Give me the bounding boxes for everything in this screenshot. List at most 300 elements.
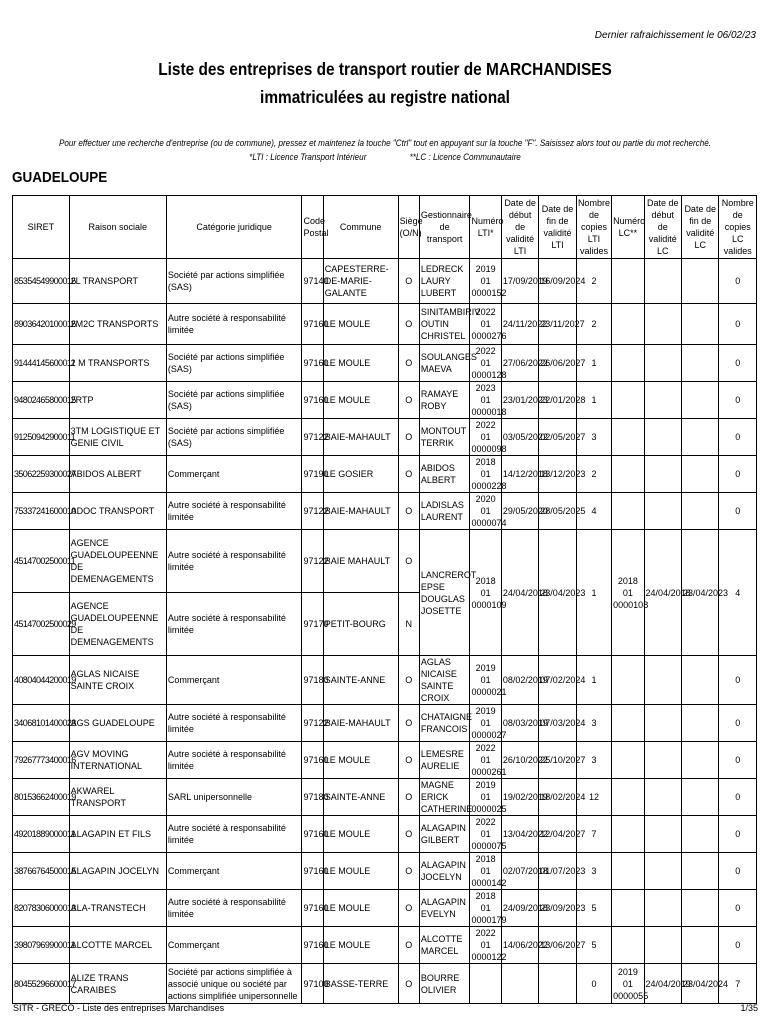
cell-categorie: Autre société à responsabilité limitée [166,705,302,742]
cell-num-lti: 2020 01 0000074 [471,494,507,528]
table-row [13,779,757,816]
cell-code: 97160 [302,816,323,853]
cell-gestionnaire: AGLAS NICAISE SAINTE CROIX [419,656,470,705]
cell-debut-lc [644,890,681,927]
cell-raison: 2RTP [69,382,166,419]
cell-raison: ALA-TRANSTECH [69,890,166,927]
cell-gestionnaire: MONTOUT TERRIK [419,419,470,456]
table-row [13,656,757,705]
cell-fin-lc [681,493,718,530]
cell-fin-lti: 13/06/2027 [539,927,576,964]
cell-debut-lti: 08/03/2019 [501,705,538,742]
cell-num-lc [612,493,644,530]
cell-siret: 49201889000011 [13,816,70,853]
cell-fin-lti [539,964,576,1004]
cell-num-lc [612,382,644,419]
cell-nb-lti: 2 [576,259,611,304]
col-nb-lc: Nombre de copies LC valides [719,196,757,259]
cell-fin-lc [681,742,718,779]
cell-num-lti: 2018 01 0000179 [471,891,507,925]
cell-siret: 80455296600017 [13,964,70,1004]
cell-num-lti: 2019 01 0000021 [470,656,501,705]
cell-debut-lc: 24/04/2019 [644,964,681,1004]
cell-categorie: Autre société à responsabilité limitée [166,890,302,927]
cell-debut-lti: 24/04/2018 [501,530,538,656]
cell-debut-lc [644,304,681,345]
cell-siret: 39807969900011 [13,927,70,964]
cell-siege: O [398,890,419,927]
cell-debut-lti: 29/05/2020 [501,493,538,530]
cell-code: 97180 [302,779,323,816]
cell-commune: LE MOULE [323,382,398,419]
cell-commune: LE MOULE [323,890,398,927]
cell-fin-lc [681,816,718,853]
cell-raison: 2 M TRANSPORTS [69,345,166,382]
cell-code: 97160 [302,853,323,890]
cell-fin-lc [681,456,718,493]
cell-debut-lc [644,382,681,419]
cell-commune: BASSE-TERRE [323,964,398,1004]
cell-debut-lc [644,705,681,742]
cell-nb-lti: 2 [576,456,611,493]
cell-raison: AGENCE GUADELOUPEENNE DE DEMENAGEMENTS [69,593,166,656]
cell-categorie: SARL unipersonnelle [166,779,302,816]
cell-siege: O [398,816,419,853]
cell-code: 97160 [302,927,323,964]
cell-num-lti: 2022 01 0000075 [471,817,507,851]
cell-debut-lc [644,927,681,964]
cell-gestionnaire: LADISLAS LAURENT [419,493,470,530]
cell-num-lti [470,964,501,1004]
cell-commune: LE MOULE [323,927,398,964]
cell-nb-lc: 0 [719,705,757,742]
cell-gestionnaire: CHATAIGNE FRANCOIS [419,705,470,742]
cell-code: 97160 [302,382,323,419]
cell-gestionnaire: ABIDOS ALBERT [419,456,470,493]
cell-commune: SAINTE-ANNE [323,779,398,816]
cell-num-lti: 2023 01 0000018 [471,383,507,417]
cell-categorie: Société par actions simplifiée (SAS) [166,419,302,456]
cell-siege: O [398,530,419,593]
cell-raison: ALCOTTE MARCEL [69,927,166,964]
cell-num-lc [612,345,644,382]
cell-nb-lc: 7 [719,964,757,1004]
cell-siret: 89036420100016 [13,304,70,345]
cell-commune: LE GOSIER [323,456,398,493]
cell-code: 97100 [302,964,323,1004]
cell-siege: O [398,345,419,382]
cell-code: 97122 [302,493,323,530]
cell-code: 97160 [302,345,323,382]
cell-fin-lc [681,853,718,890]
cell-debut-lc: 24/04/2018 [644,530,681,656]
cell-categorie: Société par actions simplifiée (SAS) [166,382,302,419]
cell-categorie: Société par actions simplifiée (SAS) [166,345,302,382]
col-num-lti: Numéro LTI* [470,196,501,259]
cell-code: 97170 [302,593,323,656]
cell-num-lc [612,816,644,853]
cell-categorie: Commerçant [166,927,302,964]
col-fin-lc: Date de fin de validité LC [681,196,718,259]
companies-table [12,195,757,1004]
cell-code: 97122 [302,705,323,742]
cell-raison: ALAGAPIN ET FILS [69,816,166,853]
cell-nb-lc: 4 [719,530,757,656]
cell-fin-lti: 26/06/2027 [539,345,576,382]
table-row [13,456,757,493]
col-categorie: Catégorie juridique [166,196,302,259]
cell-gestionnaire: BOURRE OLIVIER [419,964,470,1004]
table-row [13,493,757,530]
cell-fin-lc: 23/04/2023 [681,530,718,656]
cell-gestionnaire: MAGNE ERICK CATHERINE [420,780,473,814]
cell-num-lc [612,656,644,705]
cell-gestionnaire: LEMESRE AURELIE [419,742,470,779]
cell-siret: 35062259300027 [13,456,70,493]
cell-fin-lti: 18/02/2024 [539,779,576,816]
footer-source: SITR - GRECO - Liste des entreprises Marchandises [13,1003,225,1013]
cell-raison: ALIZE TRANS CARAIBES [69,964,166,1004]
cell-code: 97160 [302,890,323,927]
cell-commune: LE MOULE [323,853,398,890]
cell-debut-lti: 14/06/2022 [501,927,538,964]
cell-fin-lti: 07/02/2024 [539,656,576,705]
cell-commune: SAINTE-ANNE [323,656,398,705]
cell-debut-lti: 13/04/2022 [501,816,538,853]
cell-num-lc [612,853,644,890]
cell-siret: 91444145600011 [13,345,70,382]
col-debut-lti: Date de début de validité LTI [501,196,538,259]
cell-nb-lti: 1 [576,382,611,419]
cell-num-lc [612,890,644,927]
cell-num-lti: 2019 01 0000027 [471,706,507,740]
cell-debut-lc [644,816,681,853]
cell-categorie: Société par actions simplifiée (SAS) [166,259,302,304]
cell-debut-lti: 24/09/2018 [501,890,538,927]
cell-code: 97190 [302,456,323,493]
cell-siege: O [398,456,419,493]
cell-debut-lc [644,419,681,456]
table-row [13,927,757,964]
cell-raison: ALAGAPIN JOCELYN [69,853,166,890]
cell-nb-lti: 3 [576,853,611,890]
cell-gestionnaire: SOULANGES MAEVA [419,345,470,382]
cell-commune: LE MOULE [323,304,398,345]
cell-commune: BAIE-MAHAULT [323,419,398,456]
cell-siret: 80153662400019 [13,779,70,816]
cell-fin-lc [681,382,718,419]
title-line-2: immatriculées au registre national [260,87,510,107]
cell-nb-lti: 12 [576,779,611,816]
cell-fin-lti: 12/04/2027 [539,816,576,853]
cell-debut-lc [644,853,681,890]
cell-nb-lti: 5 [576,927,611,964]
cell-num-lc [612,927,644,964]
cell-gestionnaire: LANCREROT EPSE DOUGLAS JOSETTE [419,530,470,656]
col-raison: Raison sociale [69,196,166,259]
cell-commune: LE MOULE [323,742,398,779]
legend-lc: **LC : Licence Communautaire [409,152,521,162]
cell-code: 97140 [302,259,323,304]
cell-siege: O [398,419,419,456]
cell-num-lti: 2022 01 0000261 [471,743,507,777]
col-nb-lti: Nombre de copies LTI valides [576,196,611,259]
search-instructions [39,136,732,164]
cell-categorie: Autre société à responsabilité limitée [166,816,302,853]
cell-code: 97122 [302,419,323,456]
cell-debut-lc [644,493,681,530]
cell-debut-lc [644,259,681,304]
table-row [13,816,757,853]
col-code: Code Postal [302,196,323,259]
cell-fin-lti: 13/12/2023 [539,456,576,493]
cell-categorie: Commerçant [166,456,302,493]
cell-fin-lc [681,779,718,816]
cell-siege: O [398,853,419,890]
cell-nb-lc: 0 [719,927,757,964]
cell-num-lti: 2018 01 0000228 [471,457,507,491]
table-row [13,705,757,742]
cell-siege: O [398,705,419,742]
cell-fin-lti: 23/04/2023 [539,530,576,656]
cell-categorie: Autre société à responsabilité limitée [166,530,302,593]
cell-gestionnaire: ALCOTTE MARCEL [419,927,470,964]
cell-siret: 94802465800015 [13,382,70,419]
cell-nb-lc: 0 [719,816,757,853]
cell-debut-lti: 26/10/2022 [501,742,538,779]
cell-debut-lti: 19/02/2019 [501,779,538,816]
cell-nb-lc: 0 [719,382,757,419]
cell-nb-lti: 4 [576,493,611,530]
cell-fin-lti: 16/09/2024 [539,259,576,304]
cell-nb-lc: 0 [719,493,757,530]
cell-raison: 2L TRANSPORT [69,259,166,304]
table-row [13,853,757,890]
table-row [13,530,757,593]
cell-num-lti: 2022 01 0000276 [470,304,501,345]
cell-gestionnaire: LEDRECK LAURY LUBERT [419,259,470,304]
cell-siret: 91250942900011 [13,419,70,456]
cell-nb-lti: 7 [576,816,611,853]
table-row [13,742,757,779]
cell-gestionnaire: ALAGAPIN JOCELYN [419,853,470,890]
cell-nb-lti: 0 [576,964,611,1004]
cell-siege: O [398,964,419,1004]
cell-nb-lti: 3 [576,742,611,779]
cell-fin-lc: 23/04/2024 [681,964,718,1004]
refresh-date: Dernier rafraichissement le 06/02/23 [594,30,756,41]
cell-siege: O [398,382,419,419]
cell-fin-lc [681,345,718,382]
instructions-text: Pour effectuer une recherche d'entreprise (ou de commune), pressez et maintenez la touche "Ctrl" tout en appuyant sur la touche "F". Saisissez alors tout ou partie du mot recherché. [59,138,711,148]
cell-debut-lti: 02/07/2018 [501,853,538,890]
cell-commune: CAPESTERRE-DE-MARIE-GALANTE [323,259,398,304]
cell-num-lc [612,456,644,493]
table-row [13,964,757,1004]
table-row [13,259,757,304]
cell-num-lti: 2018 01 0000142 [471,854,507,888]
cell-fin-lti: 22/01/2028 [539,382,576,419]
cell-num-lti: 2022 01 0000128 [471,346,507,380]
cell-raison: 2M2C TRANSPORTS [69,304,166,345]
cell-raison: AGS GUADELOUPE [69,705,166,742]
page-title [46,55,724,111]
cell-siret: 45147002500029 [13,593,70,656]
cell-fin-lti: 23/11/2027 [539,304,576,345]
cell-raison: AGLAS NICAISE SAINTE CROIX [69,656,166,705]
cell-nb-lc: 0 [719,345,757,382]
cell-nb-lc: 0 [719,890,757,927]
cell-nb-lti: 5 [576,890,611,927]
cell-commune: BAIE-MAHAULT [323,493,398,530]
cell-debut-lc [644,456,681,493]
cell-nb-lti: 3 [576,419,611,456]
table-row [13,345,757,382]
table-row [13,382,757,419]
cell-debut-lc [644,742,681,779]
cell-num-lti: 2019 01 0000025 [471,780,507,814]
col-gestionnaire: Gestionnaire de transport [419,196,470,259]
cell-debut-lti: 23/01/2023 [501,382,538,419]
table-row [13,304,757,345]
col-siege: Siège (O/N) [398,196,419,259]
cell-debut-lti: 03/05/2022 [501,419,538,456]
cell-commune: BAIE-MAHAULT [323,705,398,742]
cell-fin-lti: 01/07/2023 [539,853,576,890]
cell-nb-lc: 0 [719,259,757,304]
legend [39,150,732,164]
cell-fin-lti: 07/03/2024 [539,705,576,742]
cell-fin-lti: 23/09/2023 [539,890,576,927]
cell-nb-lti: 2 [576,304,611,345]
cell-nb-lti: 1 [576,345,611,382]
cell-siege: O [398,742,419,779]
cell-code: 97180 [302,656,323,705]
legend-lti: *LTI : Licence Transport Intérieur [249,152,367,162]
cell-siret: 82078306000013 [13,890,70,927]
cell-siret: 79267773400016 [13,742,70,779]
cell-siret: 34068101400023 [13,705,70,742]
cell-debut-lti [501,964,538,1004]
cell-categorie: Société par actions simplifiée à associé unique ou société par actions simplifiée unipersonnelle [166,964,302,1004]
cell-num-lti: 2019 01 0000152 [470,259,501,304]
cell-siret: 75337241600010 [13,493,70,530]
cell-fin-lti: 25/10/2027 [539,742,576,779]
cell-siege: O [398,656,419,705]
col-debut-lc: Date de début de validité LC [644,196,681,259]
cell-siege: N [398,593,419,656]
cell-fin-lti: 28/05/2025 [539,493,576,530]
col-siret: SIRET [13,196,70,259]
table-row [13,419,757,456]
cell-code: 97160 [302,742,323,779]
cell-commune: LE MOULE [323,816,398,853]
cell-nb-lc: 0 [719,656,757,705]
cell-nb-lc: 0 [719,853,757,890]
cell-gestionnaire: SINITAMBIRIV OUTIN CHRISTEL [419,304,470,345]
cell-fin-lc [681,705,718,742]
cell-fin-lti: 02/05/2027 [539,419,576,456]
cell-nb-lti: 3 [576,705,611,742]
cell-siege: O [398,304,419,345]
cell-commune: BAIE MAHAULT [323,530,398,593]
cell-nb-lc: 0 [719,419,757,456]
cell-siret: 85354549900016 [13,259,70,304]
cell-raison: AGENCE GUADELOUPEENNE DE DEMENAGEMENTS [69,530,166,593]
cell-debut-lti: 08/02/2019 [501,656,538,705]
cell-categorie: Autre société à responsabilité limitée [166,742,302,779]
region-heading: GUADELOUPE [12,169,108,186]
cell-num-lc [612,304,644,345]
cell-num-lc: 2019 01 0000055 [612,964,644,1004]
cell-gestionnaire: ALAGAPIN EVELYN [419,890,470,927]
cell-gestionnaire: ALAGAPIN GILBERT [419,816,470,853]
cell-nb-lti: 1 [576,530,611,656]
cell-debut-lc [644,779,681,816]
col-commune: Commune [323,196,398,259]
cell-categorie: Commerçant [166,656,302,705]
table-row [13,890,757,927]
cell-siret: 40804044200019 [13,656,70,705]
col-num-lc: Numéro LC** [612,196,644,259]
cell-raison: AKWAREL TRANSPORT [69,779,166,816]
cell-num-lc [612,779,644,816]
cell-code: 97122 [302,530,323,593]
cell-siege: O [398,493,419,530]
cell-num-lti: 2022 01 0000122 [471,928,507,962]
page-number: 1/35 [740,1003,758,1013]
cell-num-lti: 2022 01 0000098 [471,420,507,454]
cell-debut-lti: 27/06/2022 [501,345,538,382]
cell-nb-lc: 0 [719,779,757,816]
cell-raison: ADOC TRANSPORT [69,493,166,530]
cell-nb-lc: 0 [719,742,757,779]
cell-commune: LE MOULE [323,345,398,382]
col-fin-lti: Date de fin de validité LTI [539,196,576,259]
cell-num-lc: 2018 01 0000108 [612,530,644,656]
cell-gestionnaire: RAMAYE ROBY [419,382,470,419]
cell-raison: ABIDOS ALBERT [69,456,166,493]
cell-categorie: Autre société à responsabilité limitée [166,493,302,530]
cell-code: 97160 [302,304,323,345]
cell-num-lc [612,259,644,304]
cell-siret: 38766764500015 [13,853,70,890]
cell-num-lti: 2018 01 0000109 [470,530,501,656]
cell-debut-lc [644,345,681,382]
cell-debut-lti: 24/11/2022 [501,304,538,345]
cell-num-lc [612,742,644,779]
cell-siege: O [398,259,419,304]
cell-fin-lc [681,304,718,345]
cell-nb-lc: 0 [719,304,757,345]
cell-fin-lc [681,259,718,304]
cell-nb-lti: 1 [576,656,611,705]
header-row [13,196,757,259]
cell-commune: PETIT-BOURG [323,593,398,656]
cell-nb-lc: 0 [719,456,757,493]
cell-debut-lti: 14/12/2018 [501,456,538,493]
cell-fin-lc [681,656,718,705]
title-line-1: Liste des entreprises de transport routier de MARCHANDISES [158,59,612,79]
cell-siret: 45147002500011 [13,530,70,593]
cell-num-lc [612,705,644,742]
cell-categorie: Autre société à responsabilité limitée [166,593,302,656]
cell-categorie: Commerçant [166,853,302,890]
cell-fin-lc [681,890,718,927]
cell-fin-lc [681,419,718,456]
cell-raison: AGV MOVING INTERNATIONAL [69,742,166,779]
cell-siege: O [398,779,419,816]
